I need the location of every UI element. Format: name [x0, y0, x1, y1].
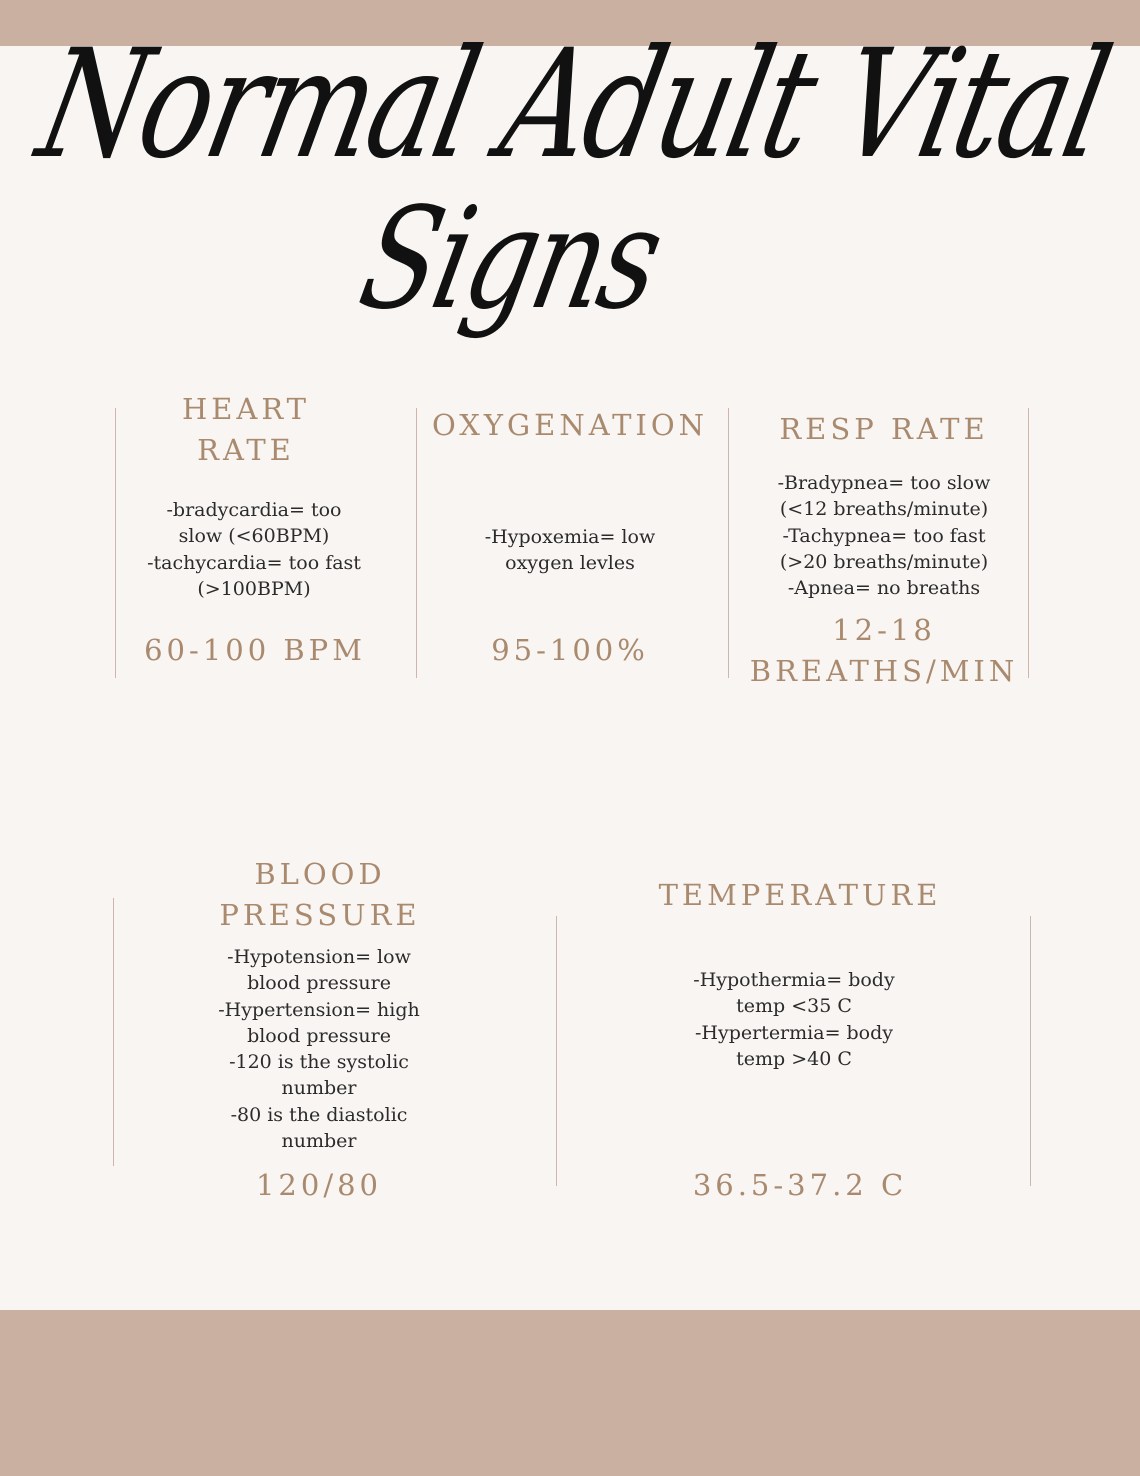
description-line: -Hypothermia= body	[693, 969, 895, 991]
description-line: -Apnea= no breaths	[787, 577, 981, 600]
divider	[113, 898, 114, 1166]
oxygenation-description	[417, 524, 723, 577]
divider	[556, 916, 557, 1186]
description-line: (>20 breaths/minute)	[779, 550, 989, 573]
description-line: slow (<60BPM)	[178, 525, 330, 548]
resp-rate-value-line: BREATHS/MIN	[749, 654, 1019, 688]
description-line: (<12 breaths/minute)	[779, 498, 989, 521]
description-line: temp <35 C	[736, 995, 852, 1018]
resp-rate-value	[729, 610, 1039, 692]
blood-pressure-description	[169, 944, 469, 1154]
description-line: oxygen levles	[505, 552, 635, 575]
description-line: -Hypertermia= body	[694, 1021, 894, 1044]
blood-pressure-heading-line: PRESSURE	[219, 898, 421, 932]
heart-rate-heading-line: RATE	[197, 433, 295, 467]
temperature-description	[644, 967, 944, 1072]
heart-rate-description	[116, 497, 392, 602]
description-line: blood pressure	[247, 972, 391, 995]
description-line: blood pressure	[247, 1024, 391, 1047]
description-line: -tachycardia= too fast	[147, 551, 361, 574]
oxygenation-value: 95-100%	[491, 633, 649, 667]
description-line: -Tachypnea= too fast	[782, 524, 986, 547]
resp-rate-heading: RESP RATE	[779, 412, 989, 446]
temperature-value: 36.5-37.2 C	[692, 1168, 908, 1202]
description-line: number	[281, 1077, 357, 1100]
description-line: -80 is the diastolic	[230, 1103, 408, 1126]
blood-pressure-heading-line: BLOOD	[254, 857, 386, 891]
description-line: (>100BPM)	[197, 577, 311, 600]
heart-rate-heading-line: HEART	[181, 392, 311, 426]
oxygenation-heading: OXYGENATION	[431, 408, 709, 442]
blood-pressure-heading	[160, 854, 480, 936]
page-title-line2: Signs	[347, 178, 673, 341]
divider	[1030, 916, 1031, 1186]
description-line: -Bradypnea= too slow	[777, 472, 991, 494]
heart-rate-value: 60-100 BPM	[144, 633, 366, 667]
bottom-band	[0, 1310, 1140, 1476]
description-line: number	[281, 1130, 357, 1153]
description-line: -bradycardia= too	[166, 499, 342, 521]
page-title-line1: Normal Adult Vital	[25, 18, 1121, 192]
description-line: -Hypotension= low	[227, 946, 411, 968]
description-line: -Hypertension= high	[218, 998, 420, 1021]
description-line: -120 is the systolic	[229, 1051, 409, 1074]
blood-pressure-value: 120/80	[255, 1168, 383, 1202]
description-line: temp >40 C	[736, 1047, 852, 1070]
description-line: -Hypoxemia= low	[484, 526, 656, 548]
resp-rate-description	[729, 470, 1039, 601]
temperature-heading: TEMPERATURE	[658, 878, 942, 912]
heart-rate-heading	[116, 389, 376, 471]
resp-rate-value-line: 12-18	[832, 613, 936, 647]
